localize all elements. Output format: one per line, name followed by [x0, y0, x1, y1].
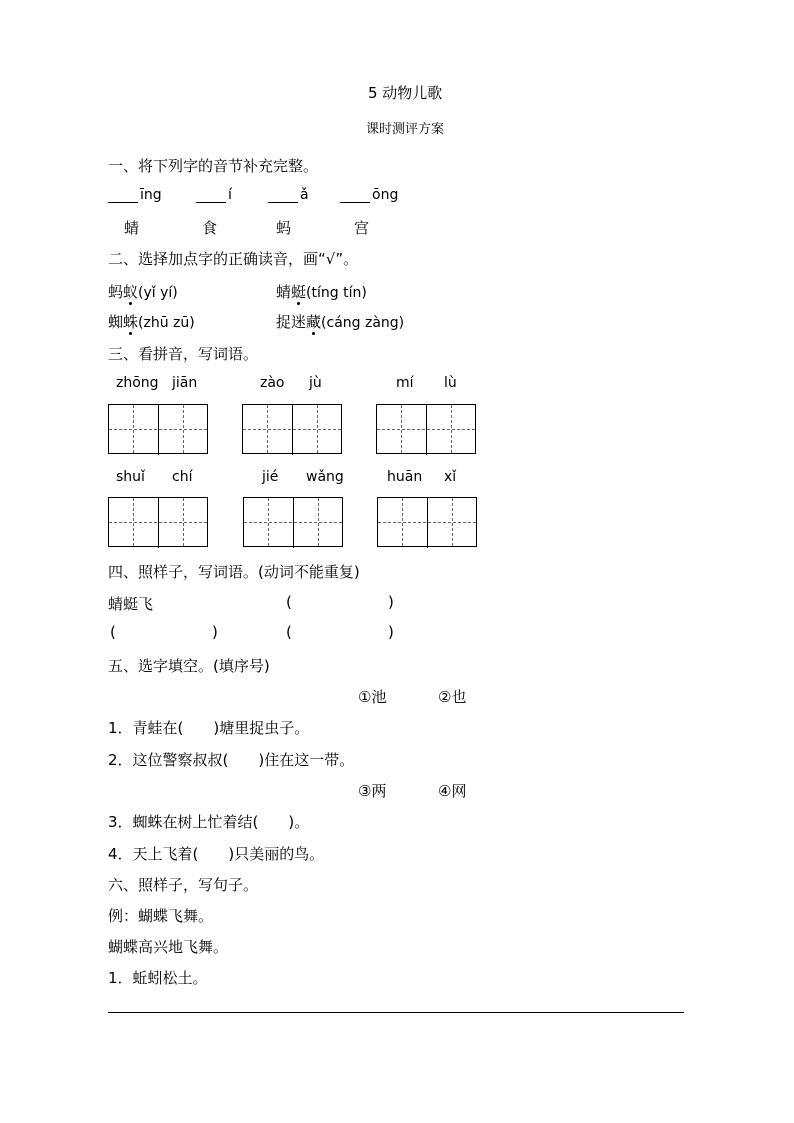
char-3: 蚂 [276, 219, 292, 237]
question-2: 2．这位警察叔叔( )住在这一带。 [108, 751, 355, 769]
writing-grid[interactable] [243, 497, 343, 547]
question-4: 4．天上飞着( )只美丽的鸟。 [108, 845, 325, 863]
writing-grid[interactable] [108, 497, 208, 547]
section5-heading: 五、选字填空。(填序号) [108, 657, 270, 675]
pinyin-5a: jié [262, 469, 279, 485]
answer-line[interactable] [108, 1012, 684, 1013]
char-4: 宫 [354, 219, 370, 237]
paren-open: ( [286, 593, 292, 611]
syllable-text: īng [140, 187, 162, 203]
section1-heading: 一、将下列字的音节补充完整。 [108, 157, 319, 175]
syllable-text: ǎ [300, 187, 309, 203]
char-2: 食 [202, 219, 218, 237]
pinyin-5b: wǎng [306, 469, 344, 485]
writing-grid[interactable] [377, 497, 477, 547]
pinyin-4b: chí [172, 469, 193, 485]
page-title: 5 动物儿歌 [368, 84, 443, 102]
pinyin-6a: huān [387, 469, 423, 485]
question-3: 3．蜘蛛在树上忙着结( )。 [108, 813, 310, 831]
paren-close: ) [388, 593, 394, 611]
syllable-blank-3[interactable] [268, 187, 309, 203]
syllable-text: ōng [372, 187, 399, 203]
char-1: 蜻 [124, 219, 140, 237]
reading-item-2: 蜻蜓(tíng tín) [276, 283, 367, 301]
section3-heading: 三、看拼音，写词语。 [108, 345, 259, 363]
pinyin-2b: jù [309, 375, 322, 391]
paren-open: ( [286, 623, 292, 641]
reading-options[interactable]: (yǐ yí) [138, 285, 178, 301]
option-4: ④网 [438, 782, 467, 800]
syllable-blank-1[interactable] [108, 187, 162, 203]
paren-close: ) [388, 623, 394, 641]
option-3: ③两 [358, 782, 387, 800]
reading-options[interactable]: (zhū zū) [138, 315, 195, 331]
example-sentence: 例：蝴蝶飞舞。 [108, 907, 214, 925]
writing-grid[interactable] [376, 404, 476, 454]
syllable-blank-4[interactable] [340, 187, 398, 203]
question-1: 1．青蛙在( )塘里捉虫子。 [108, 719, 310, 737]
pinyin-1b: jiān [172, 375, 198, 391]
pinyin-6b: xǐ [444, 469, 457, 485]
syllable-text: í [228, 187, 232, 203]
pinyin-3a: mí [396, 375, 414, 391]
sentence-question-1: 1．蚯蚓松土。 [108, 969, 208, 987]
pinyin-4a: shuǐ [116, 469, 145, 485]
paren-open: ( [110, 623, 116, 641]
reading-options[interactable]: (cáng zàng) [321, 315, 405, 331]
pinyin-2a: zào [260, 375, 285, 391]
example-word: 蜻蜓飞 [108, 595, 154, 613]
example-answer: 蝴蝶高兴地飞舞。 [108, 938, 229, 956]
writing-grid[interactable] [108, 404, 208, 454]
paren-close: ) [212, 623, 218, 641]
reading-item-4: 捉迷藏(cáng zàng) [276, 313, 405, 331]
option-2: ②也 [438, 688, 467, 706]
section6-heading: 六、照样子，写句子。 [108, 876, 259, 894]
pinyin-1a: zhōng [116, 375, 159, 391]
syllable-blank-2[interactable] [196, 187, 232, 203]
reading-options[interactable]: (tíng tín) [306, 285, 367, 301]
section2-heading: 二、选择加点字的正确读音，画“√”。 [108, 250, 359, 268]
reading-item-1: 蚂蚁(yǐ yí) [108, 283, 178, 301]
writing-grid[interactable] [242, 404, 342, 454]
pinyin-3b: lù [444, 375, 457, 391]
reading-item-3: 蜘蛛(zhū zū) [108, 313, 195, 331]
option-1: ①池 [358, 688, 387, 706]
section4-heading: 四、照样子，写词语。(动词不能重复) [108, 563, 360, 581]
page-subtitle: 课时测评方案 [366, 122, 445, 137]
